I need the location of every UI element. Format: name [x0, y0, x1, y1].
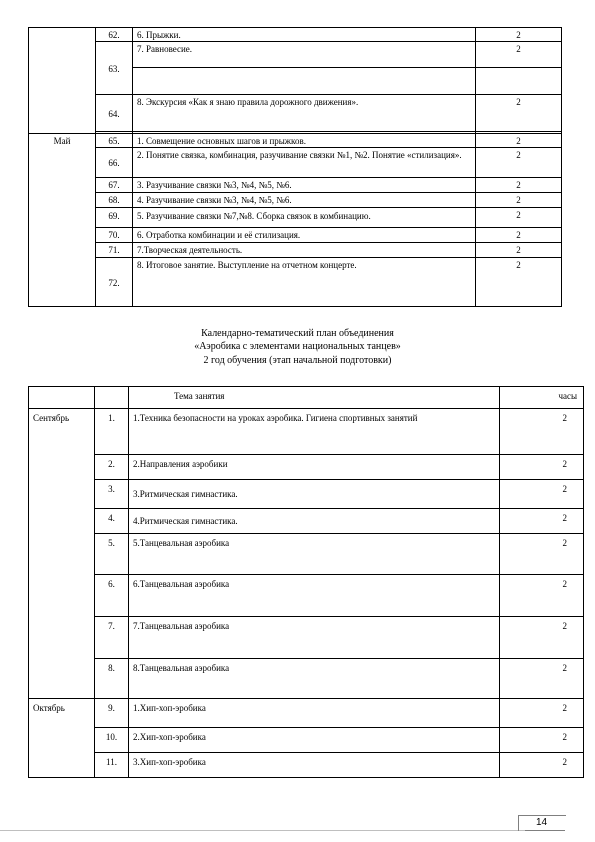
- lesson-topic: 6. Прыжки.: [133, 28, 476, 42]
- lesson-number: 71.: [96, 243, 133, 258]
- lesson-hours: 2: [500, 409, 584, 455]
- lesson-number: 11.: [95, 753, 129, 778]
- lesson-hours: 2: [476, 28, 562, 42]
- month-cell: Сентябрь: [29, 409, 95, 699]
- lesson-number: 65.: [96, 134, 133, 148]
- lesson-hours: 2: [476, 42, 562, 68]
- lesson-number: 3.: [95, 480, 129, 509]
- lesson-plan-table-continued: [28, 27, 562, 307]
- lesson-hours: 2: [476, 178, 562, 193]
- lesson-topic: 5. Разучивание связки №7,№8. Сборка связок в комбинацию.: [133, 208, 476, 228]
- header-topic: Тема занятия: [129, 387, 500, 409]
- lesson-topic: 7.Творческая деятельность.: [133, 243, 476, 258]
- month-cell: Май: [29, 134, 96, 307]
- lesson-topic: 5.Танцевальная аэробика: [129, 534, 500, 575]
- lesson-number: 72.: [96, 258, 133, 307]
- lesson-number: 2.: [95, 455, 129, 480]
- lesson-topic: 6. Отработка комбинации и её стилизация.: [133, 228, 476, 243]
- lesson-topic: 2.Направления аэробики: [129, 455, 500, 480]
- lesson-topic: 8.Танцевальная аэробика: [129, 659, 500, 699]
- lesson-topic: 1.Хип-хоп-эробика: [129, 699, 500, 728]
- lesson-topic: 4.Ритмическая гимнастика.: [129, 509, 500, 534]
- lesson-hours: 2: [476, 208, 562, 228]
- header-number: [95, 387, 129, 409]
- lesson-topic: 7.Танцевальная аэробика: [129, 617, 500, 659]
- lesson-topic: 3.Хип-хоп-эробика: [129, 753, 500, 778]
- lesson-hours: 2: [476, 148, 562, 178]
- lesson-number: 62.: [96, 28, 133, 42]
- lesson-topic: 2.Хип-хоп-эробика: [129, 728, 500, 753]
- lesson-hours: 2: [500, 509, 584, 534]
- lesson-topic: 8. Экскурсия «Как я знаю правила дорожного движения».: [133, 95, 476, 132]
- calendar-plan-table: [28, 386, 584, 778]
- plan-year: 2 год обучения (этап начальной подготовки): [203, 355, 392, 366]
- lesson-hours: 2: [476, 134, 562, 148]
- lesson-number: 66.: [96, 148, 133, 178]
- lesson-hours: 2: [476, 193, 562, 208]
- lesson-hours: 2: [500, 728, 584, 753]
- lesson-topic-empty: [133, 68, 476, 95]
- plan-title: Календарно-тематический план объединения: [201, 328, 394, 339]
- lesson-topic: 3.Ритмическая гимнастика.: [129, 480, 500, 509]
- lesson-hours: 2: [500, 575, 584, 617]
- lesson-hours: 2: [500, 699, 584, 728]
- lesson-hours: 2: [500, 480, 584, 509]
- footer-rule: [0, 830, 525, 831]
- lesson-hours: 2: [500, 659, 584, 699]
- lesson-number: 7.: [95, 617, 129, 659]
- lesson-hours: 2: [476, 228, 562, 243]
- lesson-hours: 2: [476, 243, 562, 258]
- lesson-number: 8.: [95, 659, 129, 699]
- lesson-topic: 3. Разучивание связки №3, №4, №5, №6.: [133, 178, 476, 193]
- lesson-topic: 2. Понятие связка, комбинация, разучивание связки №1, №2. Понятие «стилизация».: [133, 148, 476, 178]
- lesson-number: 10.: [95, 728, 129, 753]
- plan-subtitle: «Аэробика с элементами национальных танцев»: [194, 341, 401, 352]
- month-cell: Октябрь: [29, 699, 95, 778]
- lesson-topic: 6.Танцевальная аэробика: [129, 575, 500, 617]
- lesson-topic: 7. Равновесие.: [133, 42, 476, 68]
- lesson-topic: 1. Совмещение основных шагов и прыжков.: [133, 134, 476, 148]
- lesson-number: 67.: [96, 178, 133, 193]
- lesson-hours: 2: [500, 617, 584, 659]
- lesson-number: 5.: [95, 534, 129, 575]
- lesson-hours: 2: [500, 534, 584, 575]
- lesson-hours: 2: [500, 455, 584, 480]
- lesson-number: 63.: [96, 42, 133, 95]
- lesson-number: 68.: [96, 193, 133, 208]
- lesson-number: 70.: [96, 228, 133, 243]
- page-number: 14: [535, 817, 548, 828]
- lesson-hours-empty: [476, 68, 562, 95]
- lesson-hours: 2: [500, 753, 584, 778]
- month-cell: [29, 28, 96, 134]
- lesson-topic: 1.Техника безопасности на уроках аэробика. Гигиена спортивных занятий: [129, 409, 500, 455]
- lesson-number: 6.: [95, 575, 129, 617]
- lesson-number: 64.: [96, 95, 133, 132]
- lesson-number: 69.: [96, 208, 133, 228]
- lesson-topic: 8. Итоговое занятие. Выступление на отчетном концерте.: [133, 258, 476, 307]
- lesson-topic: 4. Разучивание связки №3, №4, №5, №6.: [133, 193, 476, 208]
- header-month: [29, 387, 95, 409]
- lesson-number: 9.: [95, 699, 129, 728]
- header-hours: часы: [500, 387, 584, 409]
- lesson-number: 4.: [95, 509, 129, 534]
- lesson-hours: 2: [476, 258, 562, 307]
- lesson-number: 1.: [95, 409, 129, 455]
- lesson-hours: 2: [476, 95, 562, 132]
